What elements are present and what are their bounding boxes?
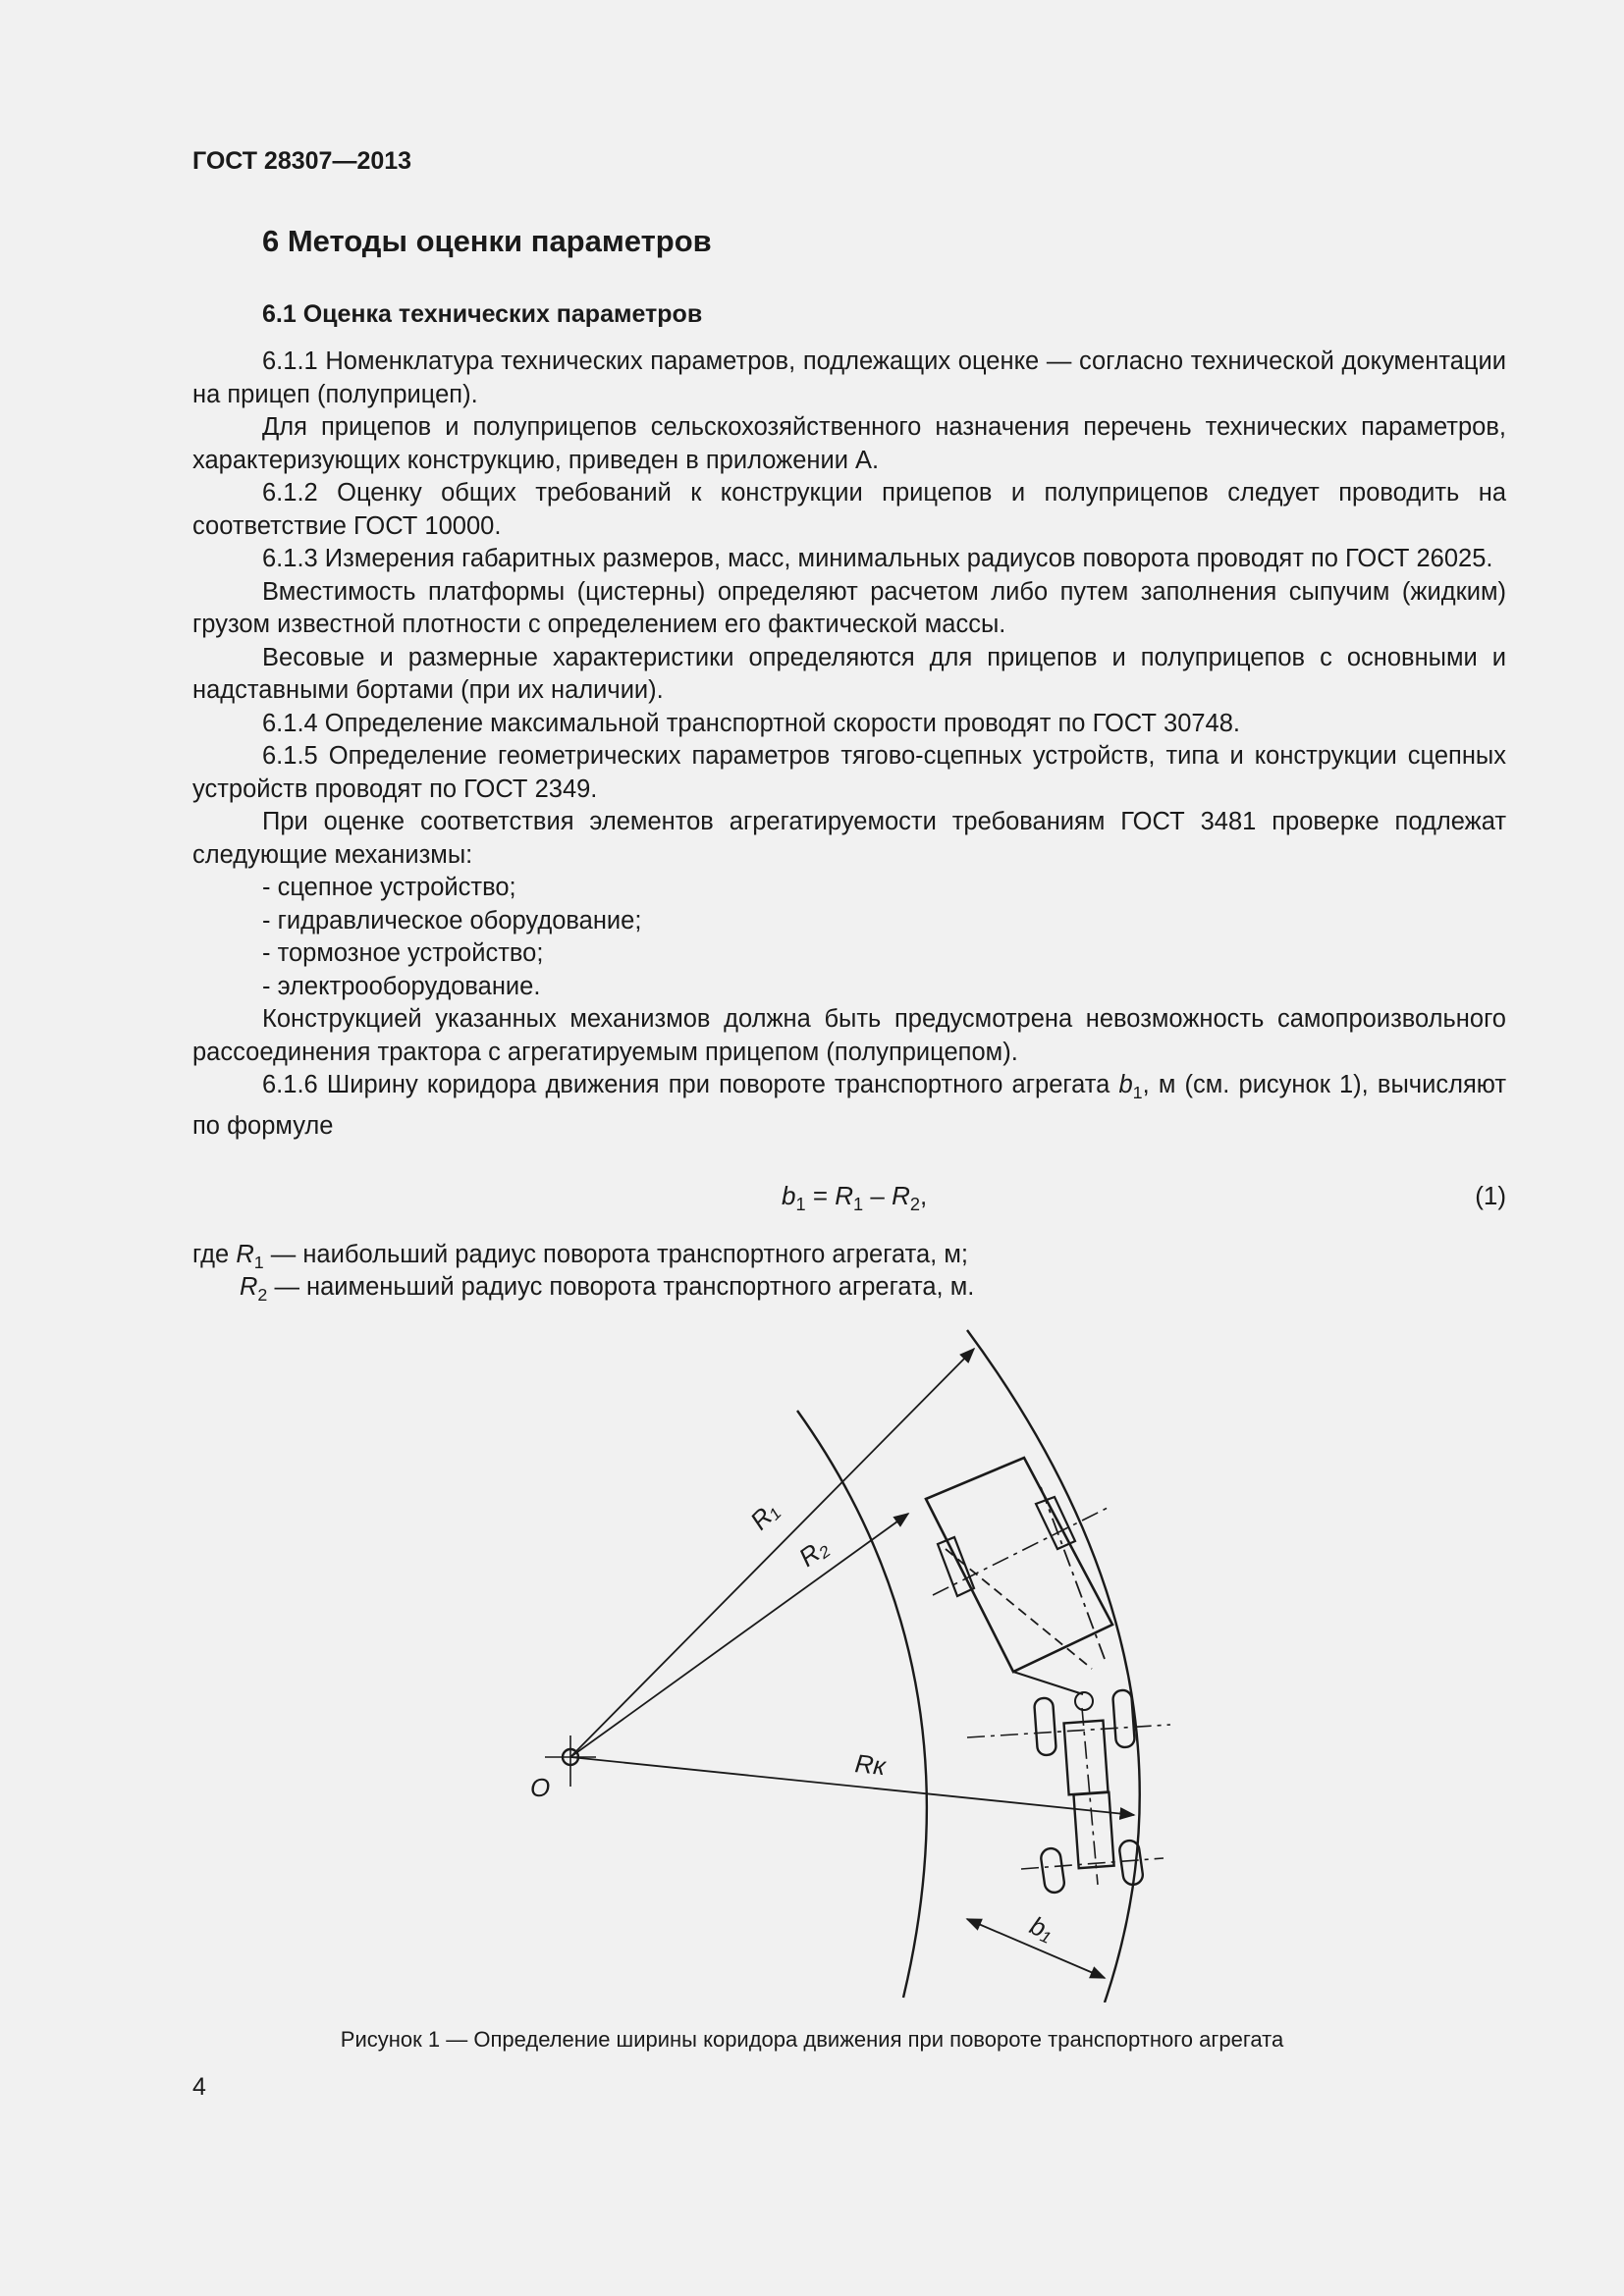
where-r2: $R_2$ — наименьший радиус поворота транспортного агрегата, м.	[240, 1273, 975, 1305]
figure-caption: Рисунок 1 — Определение ширины коридора движения при повороте транспортного агрегата	[340, 2027, 1284, 2052]
label-b1: b₁	[1025, 1910, 1058, 1947]
paragraph-capacity: Вместимость платформы (цистерны) определяют расчетом либо путем заполнения сыпучим (жидким) грузом известной плотности с определением его фактической массы.	[192, 577, 1506, 638]
formula-row	[192, 1181, 1506, 1220]
paragraph-611-note: Для прицепов и полуприцепов сельскохозяйственного назначения перечень технических параметров, характеризующих конструкцию, приведен в приложении А.	[192, 413, 1506, 474]
paragraph-615: 6.1.5 Определение геометрических параметров тягово-сцепных устройств, типа и конструкции сцепных устройств проводят по ГОСТ 2349.	[192, 742, 1506, 803]
paragraph-weight: Весовые и размерные характеристики определяются для прицепов и полуприцепов с основными и надставными бортами (при их наличии).	[192, 643, 1506, 704]
formula: $b_1 = R_1 - R_2$,	[782, 1181, 928, 1214]
paragraph-614: 6.1.4 Определение максимальной транспортной скорости проводят по ГОСТ 30748.	[262, 709, 1241, 737]
list-item: - сцепное устройство;	[262, 874, 516, 901]
label-rk: Rк	[853, 1748, 888, 1782]
paragraph-613: 6.1.3 Измерения габаритных размеров, масс, минимальных радиусов поворота проводят по ГОСТ 26025.	[262, 545, 1493, 572]
document-code: ГОСТ 28307—2013	[192, 147, 412, 175]
inner-arc	[797, 1411, 927, 1998]
paragraph-mechanisms: При оценке соответствия элементов агрегатируемости требованиям ГОСТ 3481 проверке подлежат следующие механизмы:	[192, 808, 1506, 869]
label-o: O	[530, 1773, 551, 1802]
paragraph-design: Конструкцией указанных механизмов должна быть предусмотрена невозможность самопроизвольного рассоединения трактора с агрегатируемым прицепом (полуприцепом).	[192, 1005, 1506, 1066]
where-r1: где $R_1$ — наибольший радиус поворота транспортного агрегата, м;	[192, 1241, 968, 1272]
paragraph-611: 6.1.1 Номенклатура технических параметров, подлежащих оценке — согласно технической документации на прицеп (полуприцеп).	[192, 347, 1506, 408]
turning-corridor-figure	[511, 1315, 1198, 2002]
list-item: - гидравлическое оборудование;	[262, 906, 642, 934]
body-text	[192, 346, 1506, 1143]
subsection-title: 6.1 Оценка технических параметров	[262, 300, 703, 328]
radius-r1	[570, 1349, 974, 1757]
list-item: - тормозное устройство;	[262, 939, 544, 967]
label-r2: R₂	[792, 1531, 834, 1573]
list-item: - электрооборудование.	[262, 972, 541, 1000]
trailer	[926, 1458, 1112, 1710]
radius-r2	[570, 1514, 908, 1757]
page-number: 4	[192, 2073, 206, 2101]
label-r1: R₁	[744, 1495, 785, 1536]
paragraph-616: 6.1.6 Ширину коридора движения при повороте транспортного агрегата $b_1$, м (см. рисунок 1), вычисляют по формуле	[192, 1071, 1506, 1140]
radius-rk	[570, 1757, 1134, 1815]
formula-number: (1)	[1475, 1181, 1506, 1210]
paragraph-612: 6.1.2 Оценку общих требований к конструкции прицепов и полуприцепов следует проводить на соответствие ГОСТ 10000.	[192, 479, 1506, 540]
section-title: 6 Методы оценки параметров	[262, 224, 712, 258]
outer-arc	[967, 1330, 1140, 2002]
